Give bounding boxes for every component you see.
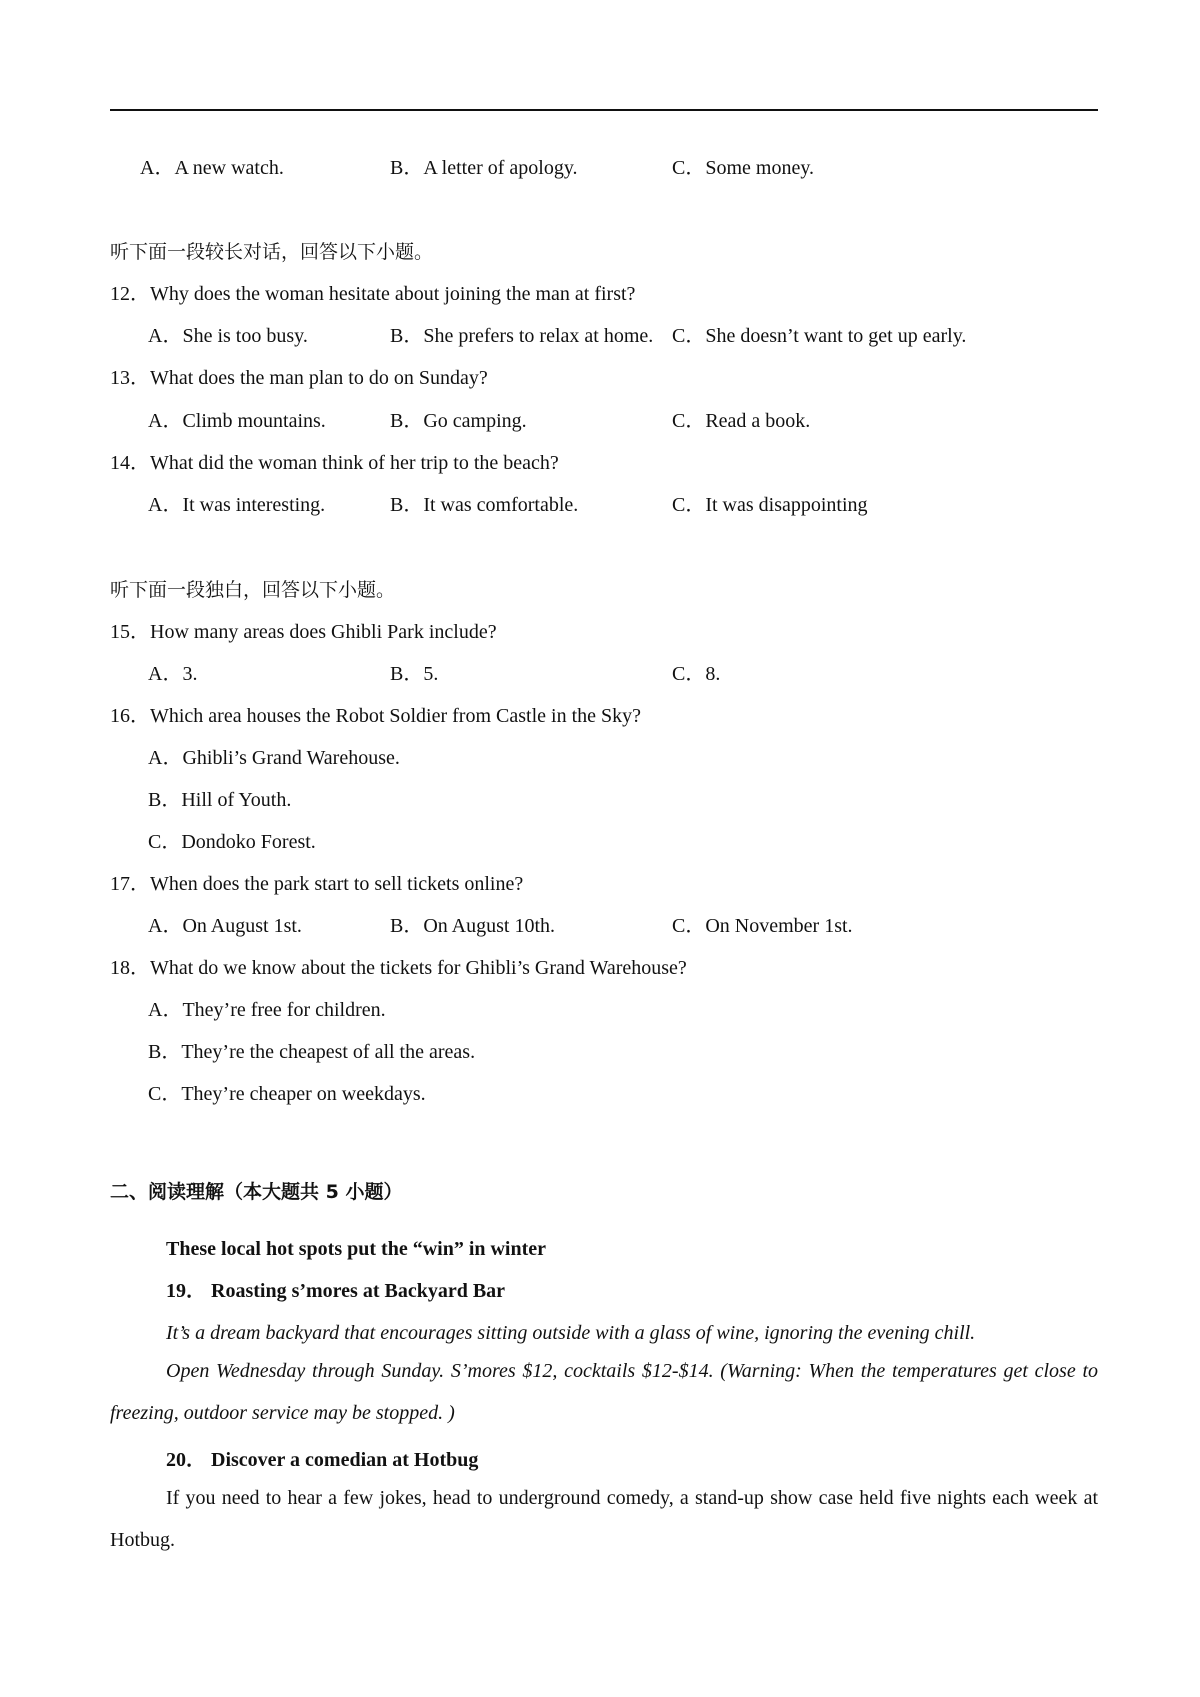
- item-19-paragraph-2: Open Wednesday through Sunday. S’mores $12, cocktails $12-$14. (Warning: When the temperatures get close to freezing, outdoor service may be stopped. ): [110, 1360, 1098, 1424]
- q18-option-c[interactable]: C．They’re cheaper on weekdays.: [148, 1083, 426, 1105]
- item-19-paragraph-1: It’s a dream backyard that encourages sitting outside with a glass of wine, ignoring the evening chill.: [166, 1322, 976, 1344]
- q16-option-b[interactable]: B．Hill of Youth.: [148, 789, 292, 811]
- question-13-stem: 13．What does the man plan to do on Sunday?: [110, 367, 488, 389]
- q11-option-a[interactable]: A．A new watch.: [140, 157, 284, 179]
- item-19-heading: 19． Roasting s’mores at Backyard Bar: [166, 1280, 506, 1302]
- q14-option-b[interactable]: B．It was comfortable.: [390, 494, 579, 516]
- q15-option-c[interactable]: C．8.: [672, 663, 721, 685]
- question-17-stem: 17．When does the park start to sell tickets online?: [110, 873, 524, 895]
- q17-option-b[interactable]: B．On August 10th.: [390, 915, 556, 937]
- passage-title: These local hot spots put the “win” in winter: [166, 1238, 547, 1260]
- q13-option-b[interactable]: B．Go camping.: [390, 410, 527, 432]
- q18-option-b[interactable]: B．They’re the cheapest of all the areas.: [148, 1041, 476, 1063]
- question-16-stem: 16．Which area houses the Robot Soldier from Castle in the Sky?: [110, 705, 642, 727]
- q12-option-b[interactable]: B．She prefers to relax at home.: [390, 325, 654, 347]
- question-18-stem: 18．What do we know about the tickets for Ghibli’s Grand Warehouse?: [110, 957, 687, 979]
- q13-option-a[interactable]: A．Climb mountains.: [148, 410, 326, 432]
- q15-option-b[interactable]: B．5.: [390, 663, 439, 685]
- section-heading-long-dialogue: 听下面一段较长对话，回答以下小题。: [110, 241, 434, 263]
- q12-option-c[interactable]: C．She doesn’t want to get up early.: [672, 325, 967, 347]
- q12-option-a[interactable]: A．She is too busy.: [148, 325, 308, 347]
- q15-option-a[interactable]: A．3.: [148, 663, 198, 685]
- q11-option-b[interactable]: B．A letter of apology.: [390, 157, 578, 179]
- item-20-paragraph-1: If you need to hear a few jokes, head to underground comedy, a stand-up show case held five nights each week at Hotbug.: [110, 1487, 1098, 1551]
- q17-option-a[interactable]: A．On August 1st.: [148, 915, 302, 937]
- q11-option-c[interactable]: C．Some money.: [672, 157, 815, 179]
- q14-option-a[interactable]: A．It was interesting.: [148, 494, 326, 516]
- header-rule: [110, 109, 1098, 111]
- q16-option-a[interactable]: A．Ghibli’s Grand Warehouse.: [148, 747, 400, 769]
- question-12-stem: 12．Why does the woman hesitate about joining the man at first?: [110, 283, 636, 305]
- q18-option-a[interactable]: A．They’re free for children.: [148, 999, 386, 1021]
- section-heading-reading: 二、阅读理解（本大题共 5 小题）: [110, 1181, 403, 1203]
- question-14-stem: 14．What did the woman think of her trip to the beach?: [110, 452, 559, 474]
- section-heading-monologue: 听下面一段独白，回答以下小题。: [110, 579, 396, 601]
- item-20-heading: 20． Discover a comedian at Hotbug: [166, 1449, 479, 1471]
- q17-option-c[interactable]: C．On November 1st.: [672, 915, 853, 937]
- q14-option-c[interactable]: C．It was disappointing: [672, 494, 868, 516]
- q13-option-c[interactable]: C．Read a book.: [672, 410, 811, 432]
- q16-option-c[interactable]: C．Dondoko Forest.: [148, 831, 316, 853]
- question-15-stem: 15．How many areas does Ghibli Park include?: [110, 621, 497, 643]
